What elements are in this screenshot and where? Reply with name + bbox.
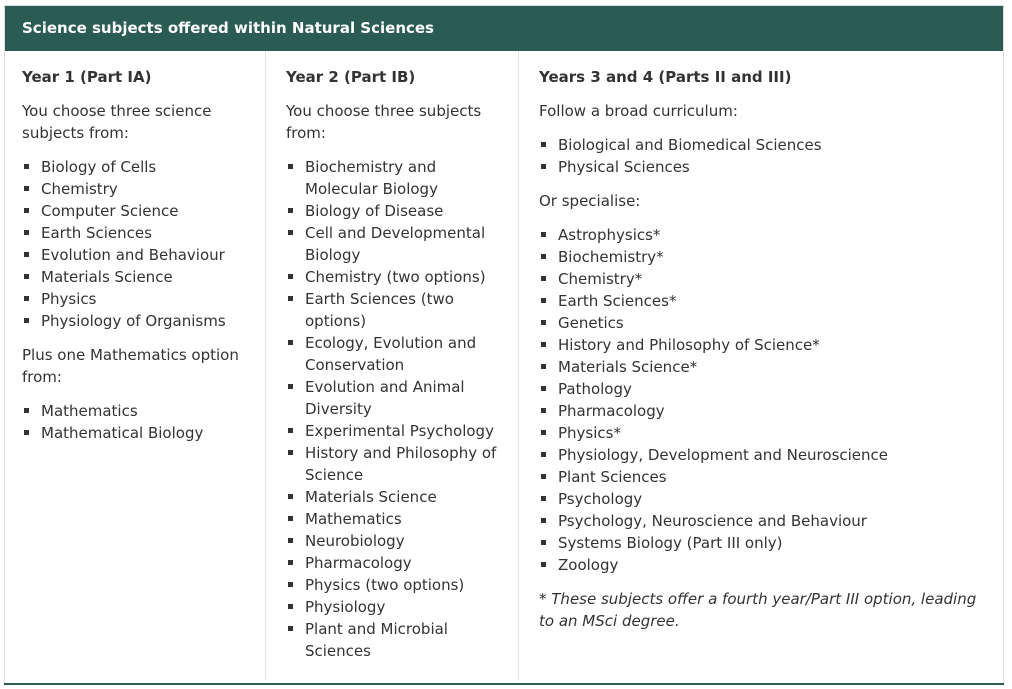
list-item [286, 596, 508, 618]
bullet-icon [541, 232, 546, 237]
bullet-icon [288, 626, 293, 631]
list-item [539, 246, 993, 268]
list-item [539, 532, 993, 554]
list-item [539, 488, 993, 510]
list-item-label: Physical Sciences [558, 158, 690, 176]
list-item-label: Physics (two options) [305, 576, 465, 594]
bullet-icon [541, 298, 546, 303]
list-item-label: Physics [41, 290, 97, 308]
bottom-rule [4, 683, 1004, 685]
list-item [286, 618, 508, 662]
list-item [539, 444, 993, 466]
list-item-label: Evolution and Behaviour [41, 246, 225, 264]
list-item [286, 530, 508, 552]
list-item-label: Biological and Biomedical Sciences [558, 136, 822, 154]
list-item [539, 356, 993, 378]
list-item-label: Earth Sciences* [558, 292, 677, 310]
bullet-icon [288, 538, 293, 543]
bullet-icon [541, 452, 546, 457]
bullet-icon [288, 516, 293, 521]
year2-subject-list [286, 156, 508, 662]
bullet-icon [24, 230, 29, 235]
list-item-label: Pathology [558, 380, 632, 398]
year1-intro: You choose three science subjects from: [22, 102, 212, 142]
bullet-icon [288, 604, 293, 609]
list-item-label: Chemistry [41, 180, 118, 198]
list-item-label: Evolution and Animal Diversity [305, 378, 465, 418]
bullet-icon [24, 208, 29, 213]
list-item [539, 268, 993, 290]
list-item-label: Neurobiology [305, 532, 405, 550]
bullet-icon [541, 518, 546, 523]
list-item [539, 510, 993, 532]
year1-math-list [22, 400, 255, 444]
bullet-icon [541, 562, 546, 567]
year34-special-list [539, 224, 993, 576]
list-item [286, 574, 508, 596]
list-item-label: Computer Science [41, 202, 179, 220]
bullet-icon [541, 142, 546, 147]
year34-special-intro: Or specialise: [539, 192, 641, 210]
list-item-label: Materials Science* [558, 358, 698, 376]
year1-heading: Year 1 (Part IA) [22, 68, 152, 86]
list-item [22, 288, 255, 310]
list-item [22, 178, 255, 200]
year1-column [5, 51, 266, 680]
list-item [539, 290, 993, 312]
bullet-icon [288, 582, 293, 587]
year1-math-intro: Plus one Mathematics option from: [22, 346, 239, 386]
bullet-icon [288, 560, 293, 565]
list-item-label: Biochemistry* [558, 248, 664, 266]
bullet-icon [24, 164, 29, 169]
list-item [22, 200, 255, 222]
bullet-icon [288, 296, 293, 301]
bullet-icon [541, 540, 546, 545]
year34-heading: Years 3 and 4 (Parts II and III) [539, 68, 792, 86]
list-item-label: Physics* [558, 424, 621, 442]
bullet-icon [288, 384, 293, 389]
list-item [539, 554, 993, 576]
list-item [539, 156, 993, 178]
list-item [539, 378, 993, 400]
year34-broad-intro: Follow a broad curriculum: [539, 102, 738, 120]
bullet-icon [288, 208, 293, 213]
list-item [22, 422, 255, 444]
list-item-label: Plant Sciences [558, 468, 667, 486]
bullet-icon [288, 428, 293, 433]
list-item-label: Psychology [558, 490, 643, 508]
list-item-label: Biology of Cells [41, 158, 157, 176]
bullet-icon [24, 252, 29, 257]
year34-column [519, 51, 1003, 680]
bullet-icon [541, 364, 546, 369]
list-item [22, 222, 255, 244]
bullet-icon [288, 494, 293, 499]
list-item-label: History and Philosophy of Science* [558, 336, 820, 354]
table-columns [5, 51, 1003, 680]
list-item-label: Chemistry (two options) [305, 268, 486, 286]
list-item-label: Plant and Microbial Sciences [305, 620, 448, 660]
list-item [286, 486, 508, 508]
list-item-label: Zoology [558, 556, 619, 574]
list-item-label: Physiology, Development and Neuroscience [558, 446, 889, 464]
list-item [286, 332, 508, 376]
year34-broad-list [539, 134, 993, 178]
list-item [286, 200, 508, 222]
bullet-icon [541, 342, 546, 347]
list-item [286, 288, 508, 332]
subjects-table [4, 5, 1004, 685]
list-item-label: Psychology, Neuroscience and Behaviour [558, 512, 867, 530]
list-item-label: Pharmacology [558, 402, 665, 420]
bullet-icon [24, 186, 29, 191]
list-item [286, 508, 508, 530]
list-item [22, 400, 255, 422]
bullet-icon [288, 340, 293, 345]
bullet-icon [288, 274, 293, 279]
list-item [539, 224, 993, 246]
list-item [539, 134, 993, 156]
bullet-icon [541, 276, 546, 281]
bullet-icon [24, 318, 29, 323]
list-item-label: Astrophysics* [558, 226, 661, 244]
list-item-label: Mathematics [305, 510, 402, 528]
list-item-label: Earth Sciences (two options) [305, 290, 454, 330]
bullet-icon [288, 164, 293, 169]
bullet-icon [541, 164, 546, 169]
list-item [286, 222, 508, 266]
list-item-label: Physiology of Organisms [41, 312, 226, 330]
list-item [539, 400, 993, 422]
bullet-icon [541, 496, 546, 501]
list-item [539, 312, 993, 334]
year2-intro: You choose three subjects from: [286, 102, 482, 142]
list-item-label: Physiology [305, 598, 386, 616]
bullet-icon [288, 230, 293, 235]
bullet-icon [541, 386, 546, 391]
msci-footnote: * These subjects offer a fourth year/Part III option, leading to an MSci degree. [539, 590, 977, 630]
list-item [286, 156, 508, 200]
list-item-label: Biochemistry and Molecular Biology [305, 158, 438, 198]
list-item [286, 376, 508, 420]
list-item [539, 422, 993, 444]
bullet-icon [541, 320, 546, 325]
list-item [22, 310, 255, 332]
year2-column [266, 51, 519, 680]
bullet-icon [541, 430, 546, 435]
bullet-icon [24, 296, 29, 301]
bullet-icon [541, 254, 546, 259]
list-item-label: Chemistry* [558, 270, 643, 288]
list-item-label: Mathematical Biology [41, 424, 204, 442]
list-item-label: History and Philosophy of Science [305, 444, 497, 484]
list-item [22, 244, 255, 266]
bullet-icon [541, 474, 546, 479]
list-item-label: Experimental Psychology [305, 422, 494, 440]
table-title: Science subjects offered within Natural Sciences [5, 6, 1003, 51]
list-item [22, 266, 255, 288]
list-item [286, 266, 508, 288]
list-item [286, 420, 508, 442]
list-item [286, 442, 508, 486]
list-item [539, 334, 993, 356]
list-item-label: Earth Sciences [41, 224, 152, 242]
list-item-label: Cell and Developmental Biology [305, 224, 486, 264]
bullet-icon [541, 408, 546, 413]
list-item-label: Materials Science [41, 268, 173, 286]
list-item-label: Mathematics [41, 402, 138, 420]
list-item-label: Genetics [558, 314, 624, 332]
year1-subject-list [22, 156, 255, 332]
list-item-label: Ecology, Evolution and Conservation [305, 334, 477, 374]
bullet-icon [24, 274, 29, 279]
list-item-label: Systems Biology (Part III only) [558, 534, 783, 552]
list-item-label: Pharmacology [305, 554, 412, 572]
bullet-icon [24, 408, 29, 413]
list-item [22, 156, 255, 178]
list-item-label: Biology of Disease [305, 202, 444, 220]
list-item [539, 466, 993, 488]
year2-heading: Year 2 (Part IB) [286, 68, 416, 86]
list-item-label: Materials Science [305, 488, 437, 506]
bullet-icon [288, 450, 293, 455]
bullet-icon [24, 430, 29, 435]
list-item [286, 552, 508, 574]
